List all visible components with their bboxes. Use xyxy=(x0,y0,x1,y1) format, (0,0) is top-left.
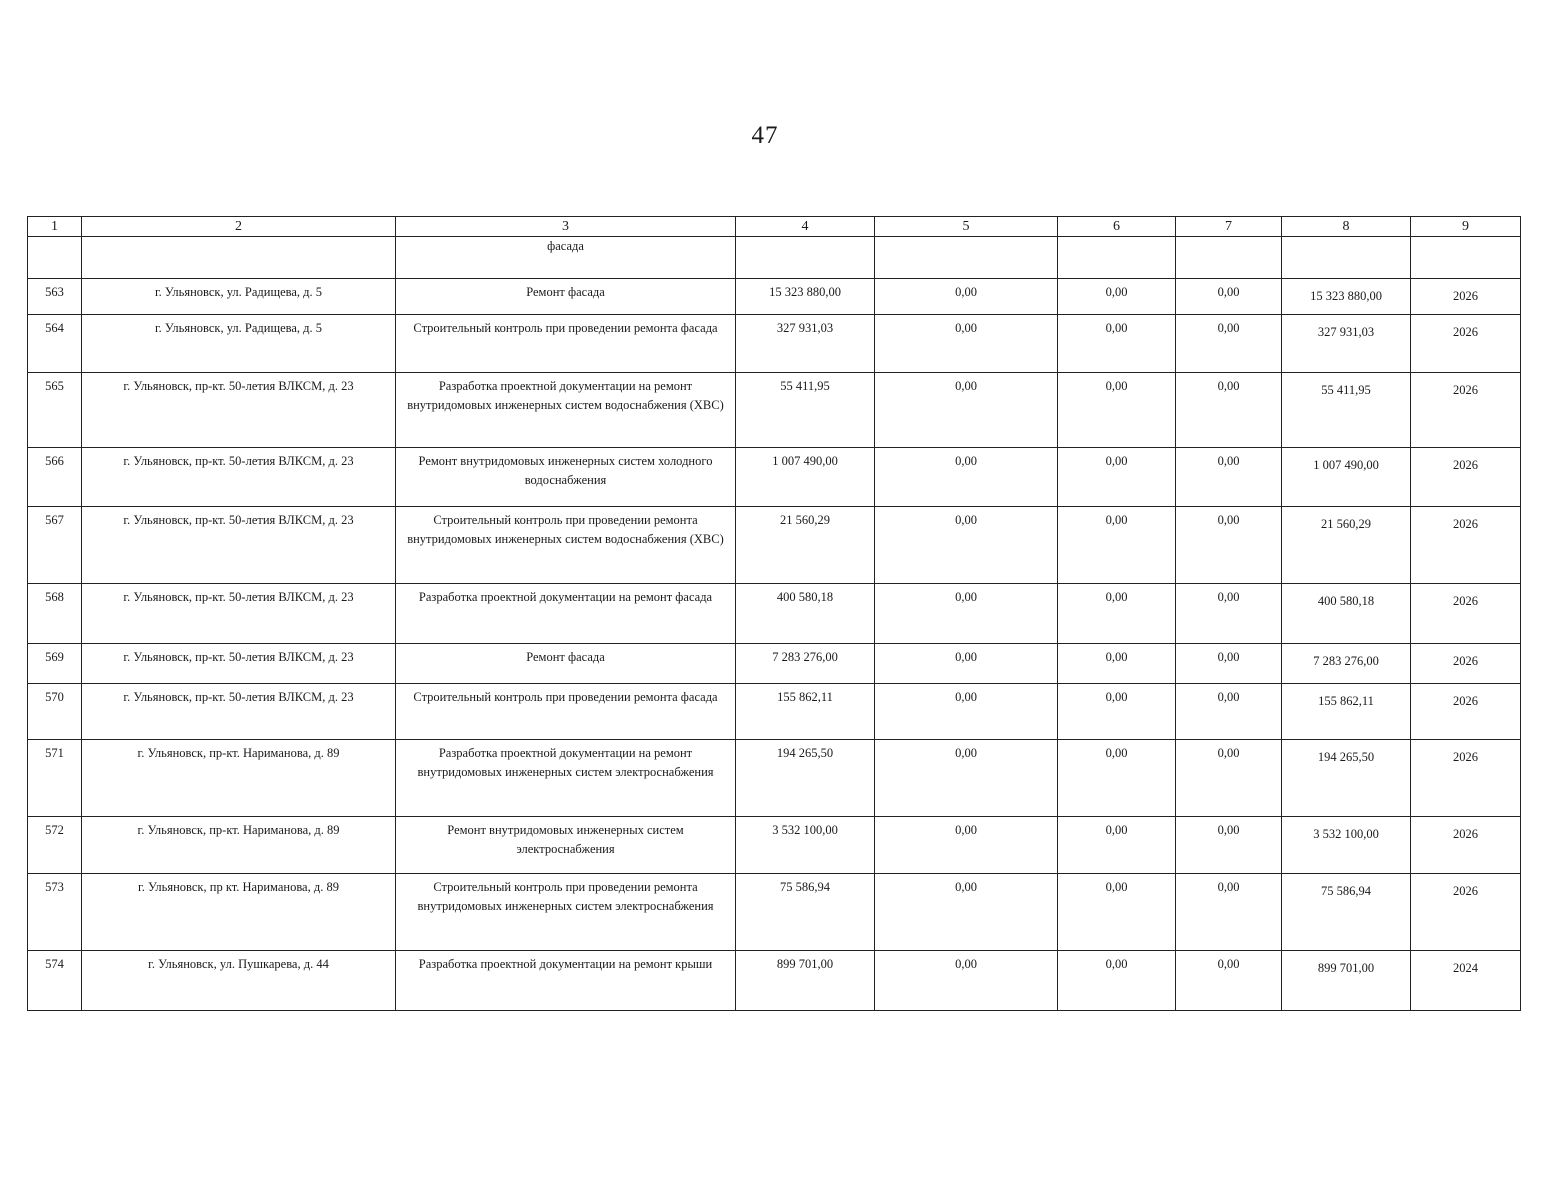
amount-col7-cell: 0,00 xyxy=(1176,740,1282,817)
amount-col7-cell: 0,00 xyxy=(1176,817,1282,874)
page-number: 47 xyxy=(751,122,779,149)
table-row xyxy=(28,279,1521,315)
amount-col4-cell: 3 532 100,00 xyxy=(736,817,875,874)
column-header-7: 7 xyxy=(1176,217,1282,237)
amount-total-cell: 21 560,29 xyxy=(1282,507,1411,584)
column-number-header-row xyxy=(28,217,1521,237)
amount-col5-cell: 0,00 xyxy=(875,644,1058,684)
year-cell: 2026 xyxy=(1411,507,1521,584)
table-row xyxy=(28,448,1521,507)
amount-col4-cell: 194 265,50 xyxy=(736,740,875,817)
amount-col4-cell: 400 580,18 xyxy=(736,584,875,644)
column-header-5: 5 xyxy=(875,217,1058,237)
continuation-row xyxy=(28,237,1521,279)
work-description-cell: Ремонт фасада xyxy=(396,644,736,684)
work-description-cell: Разработка проектной документации на ремонт внутридомовых инженерных систем водоснабжения (ХВС) xyxy=(396,373,736,448)
address-cell: г. Ульяновск, ул. Пушкарева, д. 44 xyxy=(82,951,396,1011)
year-cell: 2026 xyxy=(1411,584,1521,644)
amount-total-cell: 400 580,18 xyxy=(1282,584,1411,644)
continuation-num xyxy=(28,237,82,279)
amount-col4-cell: 21 560,29 xyxy=(736,507,875,584)
year-cell: 2026 xyxy=(1411,817,1521,874)
work-description-cell: Строительный контроль при проведении ремонта фасада xyxy=(396,315,736,373)
amount-col6-cell: 0,00 xyxy=(1058,279,1176,315)
table-row xyxy=(28,740,1521,817)
amount-col4-cell: 1 007 490,00 xyxy=(736,448,875,507)
table-row xyxy=(28,584,1521,644)
amount-col5-cell: 0,00 xyxy=(875,584,1058,644)
work-description-cell: Ремонт фасада xyxy=(396,279,736,315)
amount-total-cell: 327 931,03 xyxy=(1282,315,1411,373)
row-number: 570 xyxy=(28,684,82,740)
amount-total-cell: 55 411,95 xyxy=(1282,373,1411,448)
amount-total-cell: 194 265,50 xyxy=(1282,740,1411,817)
amount-col6-cell: 0,00 xyxy=(1058,740,1176,817)
column-header-3: 3 xyxy=(396,217,736,237)
amount-col7-cell: 0,00 xyxy=(1176,684,1282,740)
address-cell: г. Ульяновск, пр-кт. 50-летия ВЛКСМ, д. 23 xyxy=(82,644,396,684)
year-cell: 2026 xyxy=(1411,874,1521,951)
amount-col6-cell: 0,00 xyxy=(1058,817,1176,874)
amount-col4-cell: 15 323 880,00 xyxy=(736,279,875,315)
amount-col5-cell: 0,00 xyxy=(875,373,1058,448)
amount-col7-cell: 0,00 xyxy=(1176,507,1282,584)
year-cell: 2026 xyxy=(1411,315,1521,373)
table-row xyxy=(28,644,1521,684)
amount-col7-cell: 0,00 xyxy=(1176,951,1282,1011)
repair-schedule-table xyxy=(27,216,1521,1011)
amount-total-cell: 15 323 880,00 xyxy=(1282,279,1411,315)
work-description-cell: Ремонт внутридомовых инженерных систем электроснабжения xyxy=(396,817,736,874)
column-header-8: 8 xyxy=(1282,217,1411,237)
amount-col6-cell: 0,00 xyxy=(1058,507,1176,584)
amount-col7-cell: 0,00 xyxy=(1176,644,1282,684)
amount-col7-cell: 0,00 xyxy=(1176,874,1282,951)
row-number: 567 xyxy=(28,507,82,584)
column-header-2: 2 xyxy=(82,217,396,237)
amount-col4-cell: 899 701,00 xyxy=(736,951,875,1011)
year-cell: 2026 xyxy=(1411,373,1521,448)
amount-col7-cell: 0,00 xyxy=(1176,373,1282,448)
row-number: 566 xyxy=(28,448,82,507)
continuation-work: фасада xyxy=(396,237,736,279)
amount-col7-cell: 0,00 xyxy=(1176,279,1282,315)
amount-col5-cell: 0,00 xyxy=(875,684,1058,740)
continuation-address xyxy=(82,237,396,279)
row-number: 572 xyxy=(28,817,82,874)
amount-col5-cell: 0,00 xyxy=(875,740,1058,817)
row-number: 571 xyxy=(28,740,82,817)
row-number: 573 xyxy=(28,874,82,951)
amount-col6-cell: 0,00 xyxy=(1058,448,1176,507)
work-description-cell: Разработка проектной документации на ремонт фасада xyxy=(396,584,736,644)
amount-total-cell: 155 862,11 xyxy=(1282,684,1411,740)
amount-col4-cell: 327 931,03 xyxy=(736,315,875,373)
table-row xyxy=(28,507,1521,584)
address-cell: г. Ульяновск, пр-кт. Нариманова, д. 89 xyxy=(82,817,396,874)
column-header-9: 9 xyxy=(1411,217,1521,237)
address-cell: г. Ульяновск, пр-кт. 50-летия ВЛКСМ, д. 23 xyxy=(82,373,396,448)
work-description-cell: Разработка проектной документации на ремонт внутридомовых инженерных систем электроснабжения xyxy=(396,740,736,817)
work-description-cell: Ремонт внутридомовых инженерных систем холодного водоснабжения xyxy=(396,448,736,507)
column-header-1: 1 xyxy=(28,217,82,237)
work-description-cell: Строительный контроль при проведении ремонта внутридомовых инженерных систем водоснабжения (ХВС) xyxy=(396,507,736,584)
address-cell: г. Ульяновск, пр-кт. 50-летия ВЛКСМ, д. 23 xyxy=(82,684,396,740)
amount-col6-cell: 0,00 xyxy=(1058,584,1176,644)
amount-total-cell: 1 007 490,00 xyxy=(1282,448,1411,507)
amount-col5-cell: 0,00 xyxy=(875,507,1058,584)
address-cell: г. Ульяновск, пр-кт. 50-летия ВЛКСМ, д. 23 xyxy=(82,584,396,644)
address-cell: г. Ульяновск, пр кт. Нариманова, д. 89 xyxy=(82,874,396,951)
amount-col6-cell: 0,00 xyxy=(1058,684,1176,740)
row-number: 563 xyxy=(28,279,82,315)
address-cell: г. Ульяновск, пр-кт. Нариманова, д. 89 xyxy=(82,740,396,817)
amount-total-cell: 899 701,00 xyxy=(1282,951,1411,1011)
year-cell: 2026 xyxy=(1411,644,1521,684)
amount-col4-cell: 55 411,95 xyxy=(736,373,875,448)
column-header-4: 4 xyxy=(736,217,875,237)
row-number: 574 xyxy=(28,951,82,1011)
amount-total-cell: 7 283 276,00 xyxy=(1282,644,1411,684)
table-row xyxy=(28,684,1521,740)
amount-col4-cell: 7 283 276,00 xyxy=(736,644,875,684)
year-cell: 2024 xyxy=(1411,951,1521,1011)
amount-col7-cell: 0,00 xyxy=(1176,448,1282,507)
amount-total-cell: 3 532 100,00 xyxy=(1282,817,1411,874)
amount-col5-cell: 0,00 xyxy=(875,315,1058,373)
amount-col6-cell: 0,00 xyxy=(1058,951,1176,1011)
row-number: 569 xyxy=(28,644,82,684)
amount-col6-cell: 0,00 xyxy=(1058,315,1176,373)
amount-col7-cell: 0,00 xyxy=(1176,315,1282,373)
amount-total-cell: 75 586,94 xyxy=(1282,874,1411,951)
amount-col6-cell: 0,00 xyxy=(1058,644,1176,684)
row-number: 564 xyxy=(28,315,82,373)
amount-col6-cell: 0,00 xyxy=(1058,373,1176,448)
address-cell: г. Ульяновск, ул. Радищева, д. 5 xyxy=(82,315,396,373)
amount-col5-cell: 0,00 xyxy=(875,817,1058,874)
table-row xyxy=(28,951,1521,1011)
table-row xyxy=(28,817,1521,874)
year-cell: 2026 xyxy=(1411,740,1521,817)
amount-col5-cell: 0,00 xyxy=(875,951,1058,1011)
amount-col5-cell: 0,00 xyxy=(875,874,1058,951)
table-row xyxy=(28,315,1521,373)
amount-col5-cell: 0,00 xyxy=(875,448,1058,507)
amount-col4-cell: 75 586,94 xyxy=(736,874,875,951)
work-description-cell: Строительный контроль при проведении ремонта фасада xyxy=(396,684,736,740)
work-description-cell: Разработка проектной документации на ремонт крыши xyxy=(396,951,736,1011)
amount-col5-cell: 0,00 xyxy=(875,279,1058,315)
amount-col6-cell: 0,00 xyxy=(1058,874,1176,951)
work-description-cell: Строительный контроль при проведении ремонта внутридомовых инженерных систем электроснабжения xyxy=(396,874,736,951)
year-cell: 2026 xyxy=(1411,448,1521,507)
row-number: 565 xyxy=(28,373,82,448)
year-cell: 2026 xyxy=(1411,279,1521,315)
address-cell: г. Ульяновск, ул. Радищева, д. 5 xyxy=(82,279,396,315)
column-header-6: 6 xyxy=(1058,217,1176,237)
address-cell: г. Ульяновск, пр-кт. 50-летия ВЛКСМ, д. 23 xyxy=(82,507,396,584)
amount-col7-cell: 0,00 xyxy=(1176,584,1282,644)
table-row xyxy=(28,874,1521,951)
row-number: 568 xyxy=(28,584,82,644)
year-cell: 2026 xyxy=(1411,684,1521,740)
table-row xyxy=(28,373,1521,448)
amount-col4-cell: 155 862,11 xyxy=(736,684,875,740)
address-cell: г. Ульяновск, пр-кт. 50-летия ВЛКСМ, д. 23 xyxy=(82,448,396,507)
